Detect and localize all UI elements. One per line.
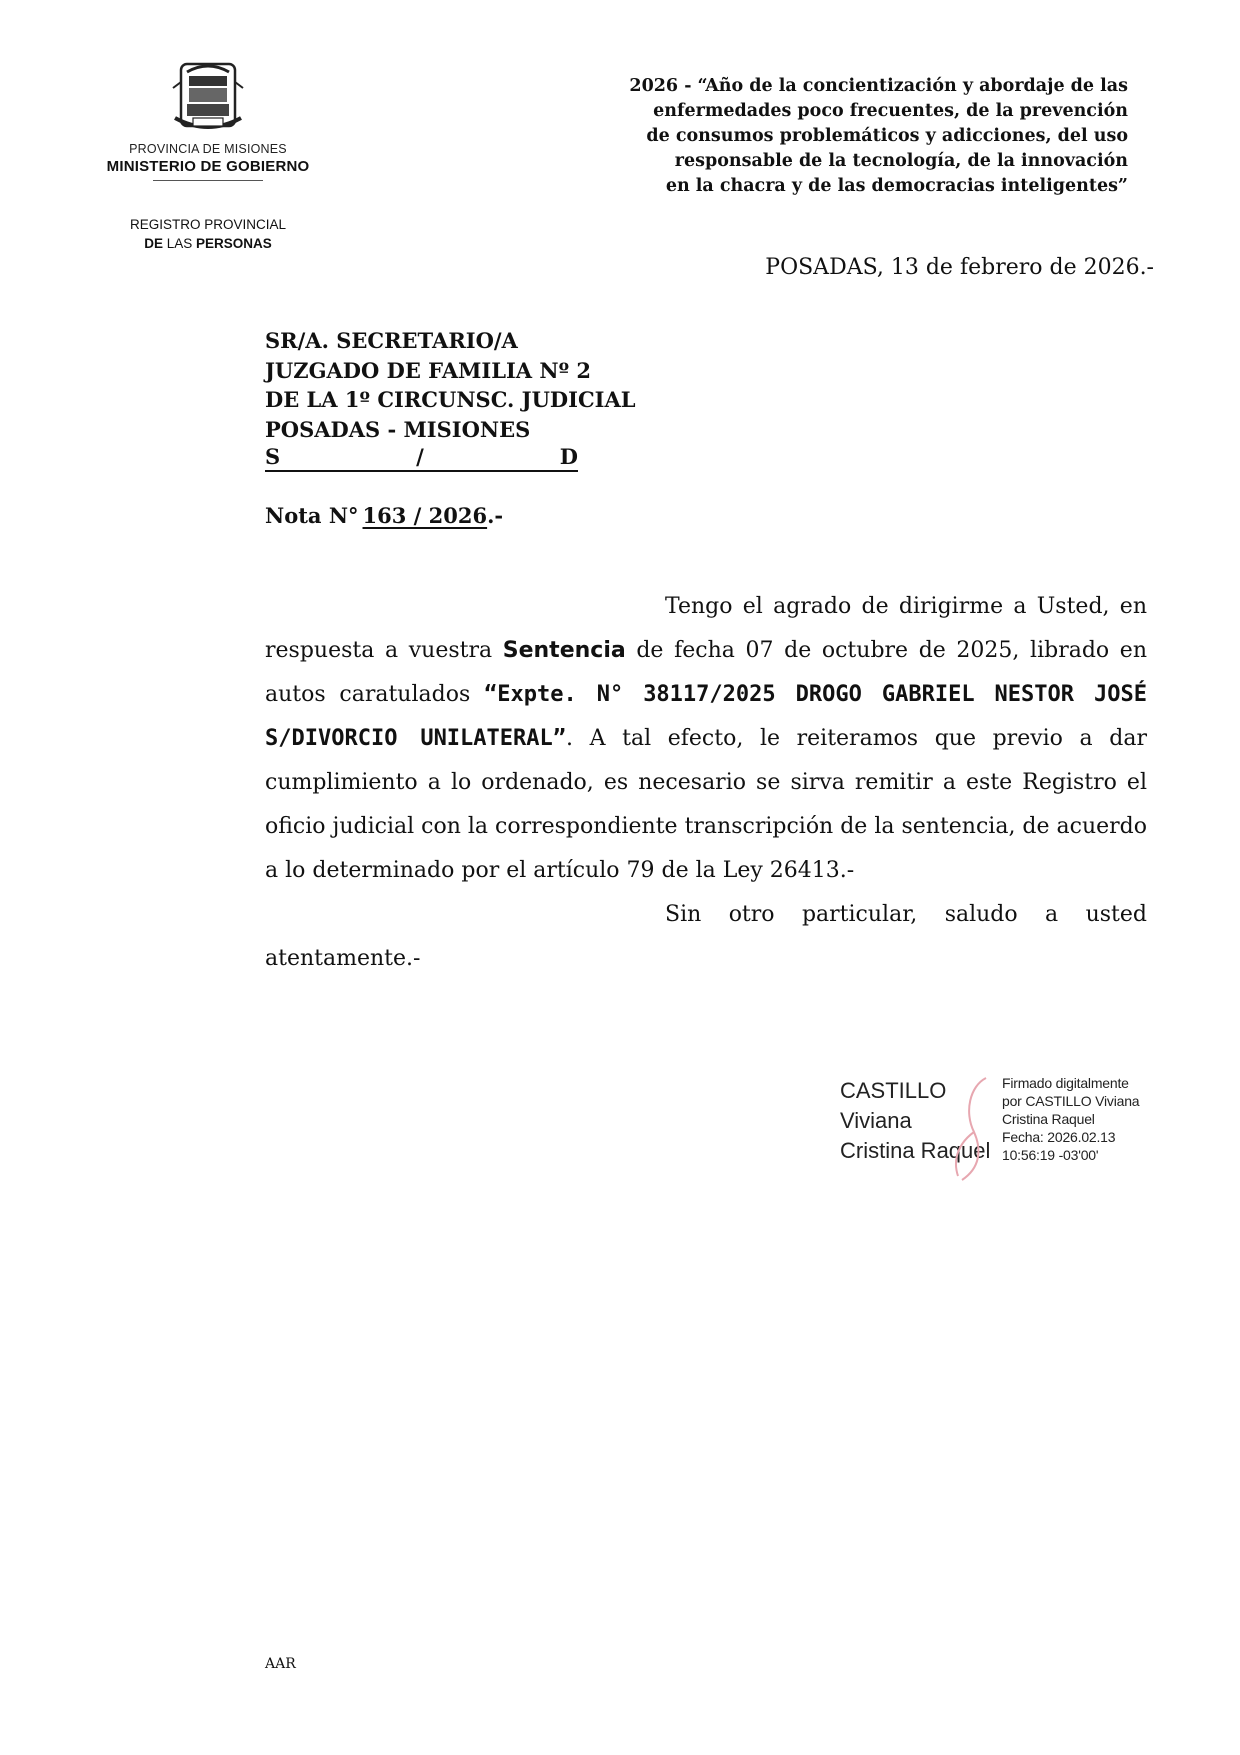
case-title: “Expte. N° 38117/2025 DROGO GABRIEL NESTOR JOSÉ S/DIVORCIO UNILATERAL” (265, 682, 1147, 751)
closing-paragraph: Sin otro particular, saludo a usted atentamente.- (265, 902, 1147, 971)
province-name: PROVINCIA DE MISIONES (129, 142, 287, 156)
letter-date: POSADAS, 13 de febrero de 2026.- (765, 255, 1154, 280)
ministry-logo (88, 58, 328, 181)
note-label: Nota N° (265, 503, 359, 528)
year-motto (508, 74, 1128, 199)
motto-line: en la chacra y de las democracias inteligentes” (665, 176, 1128, 196)
recipient-line: DE LA 1º CIRCUNSC. JUDICIAL (265, 387, 636, 412)
motto-line: 2026 - “Año de la concientización y abordaje de las (629, 76, 1128, 96)
digital-signature-mark-icon (940, 1072, 1000, 1184)
su-despacho: S / D (265, 444, 578, 472)
body-paragraph: Tengo el agrado de dirigirme a Usted, en respuesta a vuestra Sentencia de fecha 07 de octubre de 2025, librado en autos caratulados “Expte. N° 38117/2025 DROGO GABRIEL NESTOR JOSÉ S/DIVORCIO UNILATERAL”. A tal efecto, le reiteramos que previo a dar cumplimiento a lo ordenado, es necesario se sirva remitir a este Registro el oficio judicial con la correspondiente transcripción de la sentencia, de acuerdo a lo determinado por el artículo 79 de la Ley 26413.- (265, 594, 1147, 883)
ministry-name: MINISTERIO DE GOBIERNO (106, 158, 310, 175)
logo-divider (153, 180, 263, 181)
signer-name: CASTILLO Viviana Cristina Raquel (840, 1078, 991, 1163)
note-value: 163 / 2026 (362, 503, 488, 528)
registry-name (120, 215, 296, 253)
note-number: Nota N° 163 / 2026.- (265, 503, 504, 528)
letter-body (265, 585, 1147, 981)
recipient-line: SR/A. SECRETARIO/A (265, 328, 518, 353)
registry-line2: DE LAS PERSONAS (144, 236, 272, 251)
motto-line: enfermedades poco frecuentes, de la prevención (653, 101, 1128, 121)
motto-line: de consumos problemáticos y adicciones, del uso (646, 126, 1128, 146)
recipient-line: POSADAS - MISIONES (265, 416, 531, 442)
motto-line: responsable de la tecnología, de la innovación (674, 151, 1128, 171)
recipient-block (265, 326, 636, 472)
digital-signature-info: Firmado digitalmente por CASTILLO Viviana Cristina Raquel Fecha: 2026.02.13 10:56:19 -03'00' (1002, 1075, 1140, 1163)
provincia-de-misiones-seal-icon (163, 58, 253, 136)
typist-initials: AAR (265, 1656, 296, 1672)
registry-line1: REGISTRO PROVINCIAL (129, 217, 287, 232)
sentencia-term: Sentencia (502, 638, 626, 663)
recipient-line: JUZGADO DE FAMILIA Nº 2 (265, 357, 592, 383)
